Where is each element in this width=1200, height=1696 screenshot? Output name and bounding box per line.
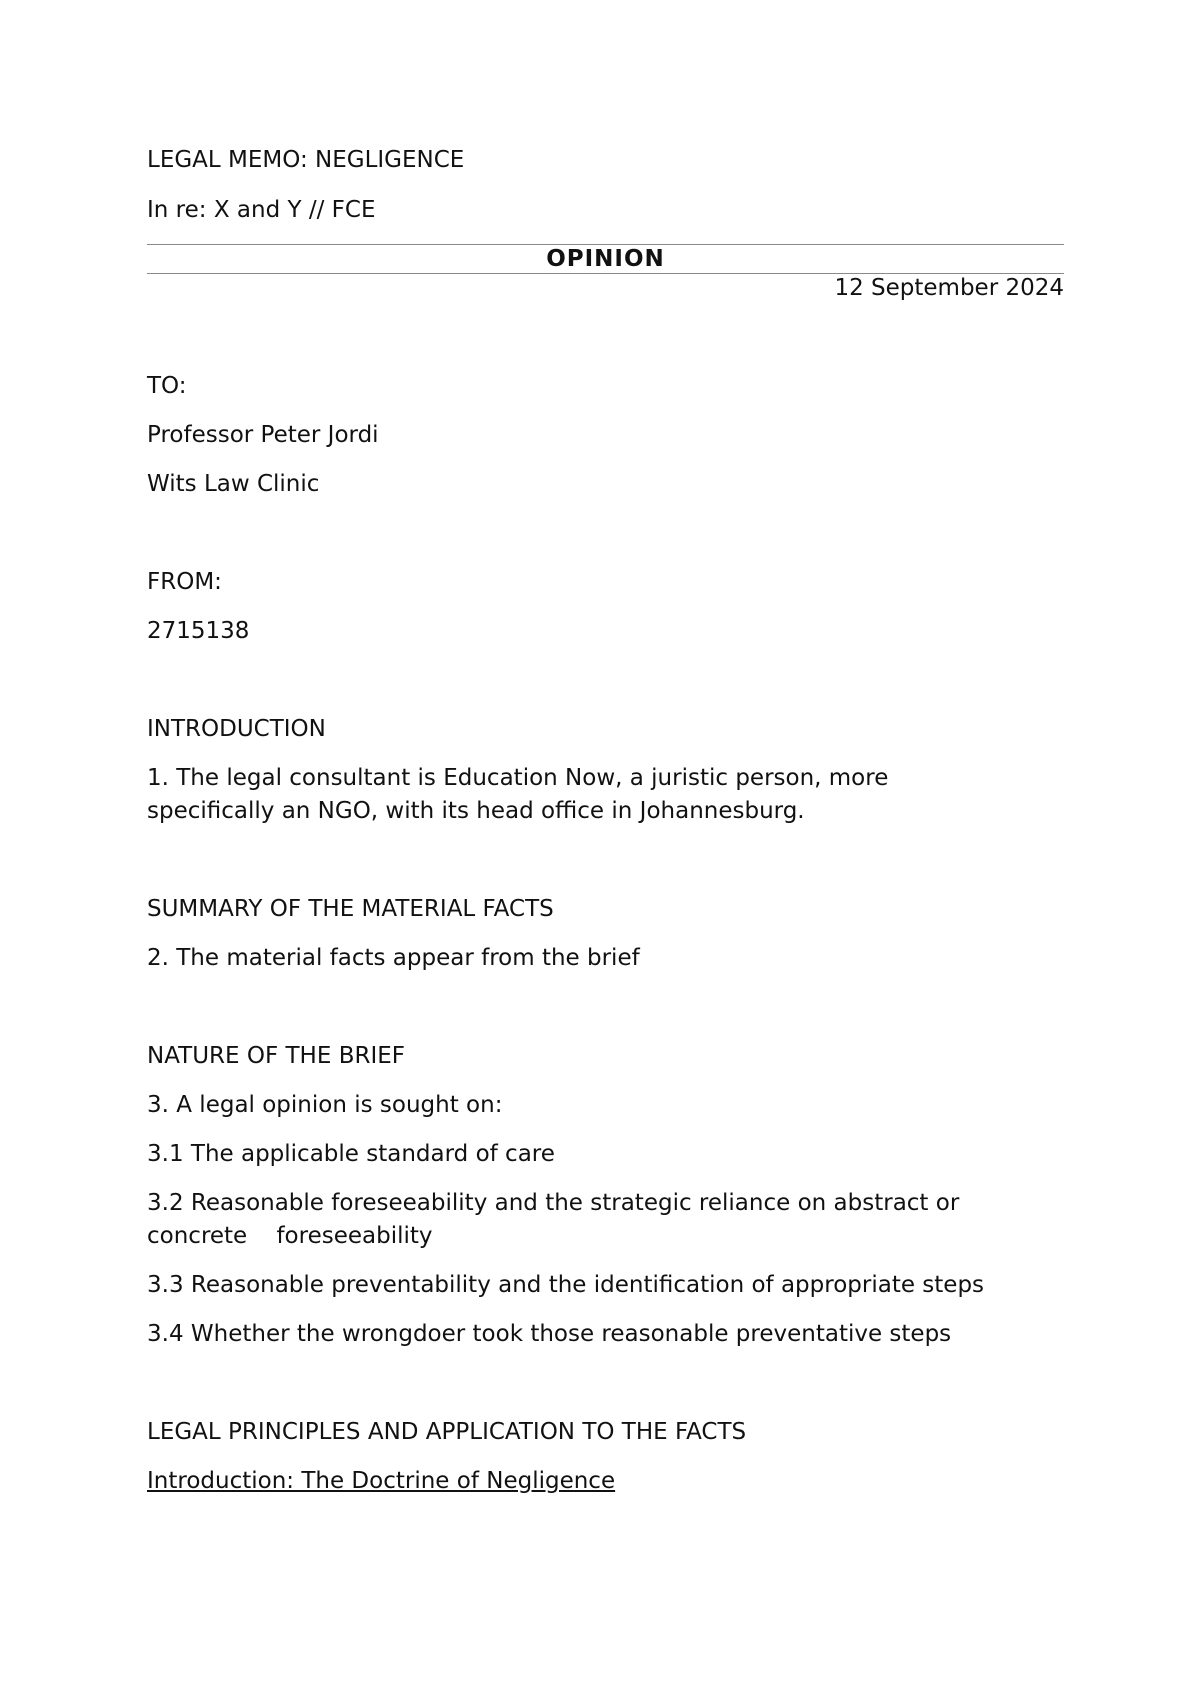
paragraph-3-3: 3.3 Reasonable preventability and the identification of appropriate steps bbox=[147, 1272, 985, 1298]
principles-heading: LEGAL PRINCIPLES AND APPLICATION TO THE FACTS bbox=[147, 1419, 747, 1445]
from-label: FROM: bbox=[147, 569, 222, 595]
summary-heading: SUMMARY OF THE MATERIAL FACTS bbox=[147, 896, 554, 922]
introduction-heading: INTRODUCTION bbox=[147, 716, 326, 742]
in-re-line: In re: X and Y // FCE bbox=[147, 197, 376, 223]
memo-date: 12 September 2024 bbox=[834, 275, 1064, 301]
doctrine-subheading: Introduction: The Doctrine of Negligence bbox=[147, 1468, 616, 1494]
to-label: TO: bbox=[147, 373, 187, 399]
recipient-organisation: Wits Law Clinic bbox=[147, 471, 320, 497]
sender-id: 2715138 bbox=[147, 618, 250, 644]
paragraph-3-2-line-1: 3.2 Reasonable foreseeability and the strategic reliance on abstract or bbox=[147, 1190, 960, 1216]
opinion-heading: OPINION bbox=[546, 246, 665, 272]
paragraph-2: 2. The material facts appear from the brief bbox=[147, 945, 640, 971]
memo-title: LEGAL MEMO: NEGLIGENCE bbox=[147, 147, 465, 173]
paragraph-3-1: 3.1 The applicable standard of care bbox=[147, 1141, 555, 1167]
paragraph-1-line-2: specifically an NGO, with its head office in Johannesburg. bbox=[147, 798, 805, 824]
paragraph-3-2-line-2: concrete foreseeability bbox=[147, 1223, 433, 1249]
paragraph-1-line-1: 1. The legal consultant is Education Now, a juristic person, more bbox=[147, 765, 889, 791]
paragraph-3-4: 3.4 Whether the wrongdoer took those reasonable preventative steps bbox=[147, 1321, 952, 1347]
recipient-name: Professor Peter Jordi bbox=[147, 422, 379, 448]
paragraph-3: 3. A legal opinion is sought on: bbox=[147, 1092, 503, 1118]
nature-heading: NATURE OF THE BRIEF bbox=[147, 1043, 405, 1069]
